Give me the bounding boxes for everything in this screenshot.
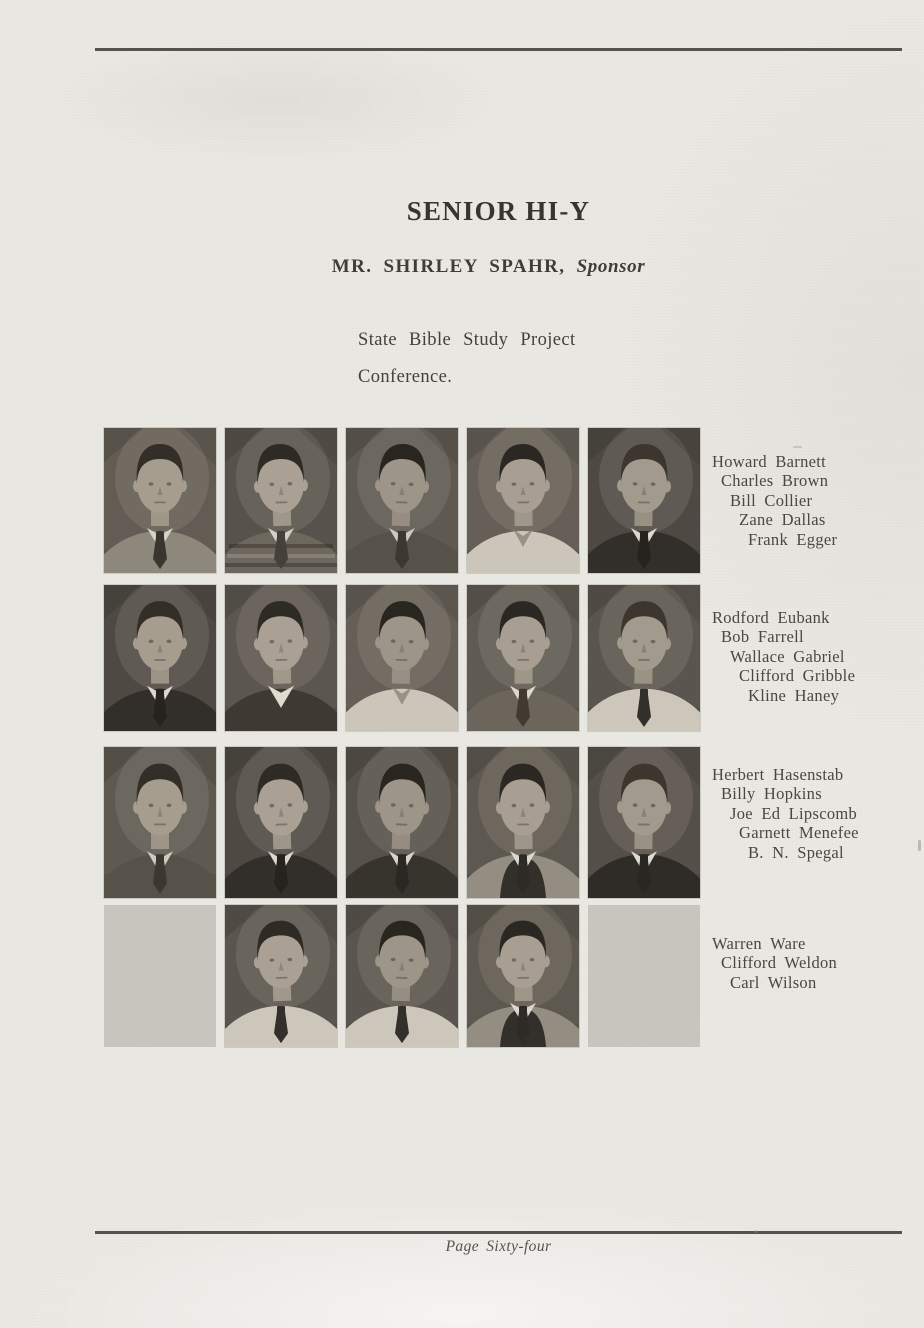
portrait-photo <box>225 585 337 731</box>
student-name: Bill Collier <box>730 490 813 510</box>
activity-note <box>358 322 576 396</box>
sponsor-name: MR. SHIRLEY SPAHR, <box>331 256 566 277</box>
portrait-photo <box>467 428 579 573</box>
student-name: Wallace Gabriel <box>730 646 845 666</box>
photo-row <box>104 905 700 1047</box>
portrait-photo <box>346 905 458 1047</box>
student-name: Joe Ed Lipscomb <box>730 803 858 823</box>
portrait-photo <box>225 747 337 898</box>
photo-row <box>104 747 700 898</box>
photo-row <box>104 585 700 731</box>
portrait-photo <box>225 428 337 573</box>
student-name: Herbert Hasenstab <box>712 765 844 784</box>
student-name: Billy Hopkins <box>721 784 822 804</box>
portrait-photo <box>346 428 458 573</box>
name-list <box>712 608 924 705</box>
portrait-photo <box>104 585 216 731</box>
student-name: Garnett Menefee <box>739 823 859 843</box>
note-line-2: Conference. <box>358 367 453 387</box>
photo-grid <box>104 428 700 1047</box>
portrait-photo <box>467 905 579 1047</box>
portrait-photo <box>104 747 216 898</box>
sponsor-role: Sponsor <box>576 256 646 277</box>
portrait-photo <box>588 585 700 731</box>
student-name: Howard Barnett <box>712 452 827 471</box>
portrait-photo <box>346 747 458 898</box>
name-list <box>712 765 924 862</box>
portrait-photo <box>104 428 216 573</box>
portrait-photo <box>467 747 579 898</box>
empty-cell <box>104 905 216 1047</box>
note-line-1: State Bible Study Project <box>358 330 576 350</box>
student-name: Zane Dallas <box>739 510 826 530</box>
portrait-photo <box>467 585 579 731</box>
student-name: Bob Farrell <box>721 627 804 647</box>
portrait-photo <box>346 585 458 731</box>
scan-artifact <box>793 446 802 448</box>
name-list <box>712 934 924 992</box>
name-list <box>712 452 924 549</box>
student-name: Clifford Gribble <box>739 666 856 686</box>
student-name: Warren Ware <box>712 934 806 953</box>
top-rule <box>95 48 902 51</box>
photo-row <box>104 428 700 573</box>
student-name: Kline Haney <box>748 685 840 705</box>
student-name: Rodford Eubank <box>712 608 830 627</box>
student-name: Charles Brown <box>721 471 829 491</box>
bottom-rule <box>95 1231 902 1234</box>
page-title: SENIOR HI-Y <box>406 196 591 226</box>
portrait-photo <box>588 747 700 898</box>
sponsor-line <box>85 256 892 278</box>
student-name: Clifford Weldon <box>721 953 838 973</box>
portrait-photo <box>225 905 337 1047</box>
scan-artifact <box>755 1230 758 1233</box>
portrait-photo <box>588 428 700 573</box>
student-name: Carl Wilson <box>730 972 817 992</box>
student-name: B. N. Spegal <box>748 842 844 862</box>
empty-cell <box>588 905 700 1047</box>
student-name: Frank Egger <box>748 529 838 549</box>
page-number: Page Sixty-four <box>445 1238 552 1255</box>
